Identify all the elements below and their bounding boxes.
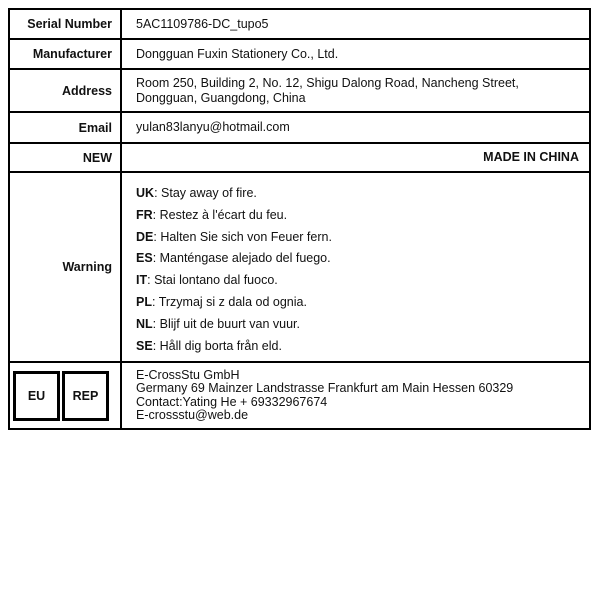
warning-line-uk (136, 183, 257, 205)
warning-line-es (136, 248, 331, 270)
row-eu-rep (10, 363, 589, 428)
lang-code: FR (136, 207, 153, 222)
separator: : (151, 294, 159, 309)
lang-code: SE (136, 338, 153, 353)
warning-text: Manténgase alejado del fuego. (159, 251, 331, 266)
eu-rep-company: E-CrossStu GmbH (136, 367, 240, 382)
warning-line-de (136, 227, 332, 249)
lang-code: ES (136, 251, 153, 266)
separator: : (152, 316, 160, 331)
warning-line-fr (136, 205, 287, 227)
warning-text: Stai lontano dal fuoco. (154, 273, 278, 288)
warning-line-se (136, 336, 282, 358)
eu-rep-contact: Contact:Yating He + 69332967674 (136, 394, 328, 409)
separator: : (154, 186, 162, 200)
lang-code: UK (136, 186, 155, 200)
manufacturer-value: Dongguan Fuxin Stationery Co., Ltd. (136, 46, 339, 61)
row-new-origin (10, 144, 589, 173)
serial-number-value: 5AC1109786-DC_tupo5 (136, 16, 269, 31)
lang-code: DE (136, 229, 154, 244)
row-serial-number (10, 10, 589, 40)
row-email (10, 113, 589, 144)
separator: : (147, 273, 155, 288)
row-warning (10, 173, 589, 363)
new-badge: NEW (10, 144, 122, 171)
email-label: Email (10, 113, 122, 142)
warning-text: Trzymaj si z dala od ognia. (158, 294, 307, 309)
manufacturer-label: Manufacturer (10, 40, 122, 68)
product-label-table (8, 8, 591, 430)
warning-text: Restez à l'écart du feu. (159, 207, 288, 222)
warning-text: Halten Sie sich von Feuer fern. (160, 229, 332, 244)
separator: : (153, 229, 161, 244)
lang-code: IT (136, 273, 148, 288)
eu-rep-email: E-crossstu@web.de (136, 407, 249, 422)
address-value: Room 250, Building 2, No. 12, Shigu Dalong Road, Nancheng Street, Dongguan, Guangdong, China (136, 75, 519, 105)
warning-label: Warning (10, 173, 122, 361)
eu-badge-box: EU (13, 371, 60, 421)
eu-rep-badge (10, 363, 122, 428)
serial-number-label: Serial Number (10, 10, 122, 38)
rep-badge-box: REP (62, 371, 109, 421)
warning-line-pl (136, 292, 307, 314)
made-in-china-text: MADE IN CHINA (483, 150, 579, 164)
email-value: yulan83lanyu@hotmail.com (136, 120, 290, 134)
warning-text: Blijf uit de buurt van vuur. (159, 316, 300, 331)
warning-line-it (136, 270, 278, 292)
separator: : (152, 207, 160, 222)
row-address (10, 70, 589, 113)
lang-code: NL (136, 316, 153, 331)
warning-lines (122, 173, 589, 361)
warning-text: Stay away of fire. (161, 186, 257, 200)
eu-rep-contact-block (122, 363, 589, 428)
row-manufacturer (10, 40, 589, 70)
eu-rep-address: Germany 69 Mainzer Landstrasse Frankfurt am Main Hessen 60329 (136, 381, 514, 396)
separator: : (152, 251, 160, 266)
warning-text: Håll dig borta från eld. (159, 338, 282, 353)
separator: : (152, 338, 160, 353)
address-label: Address (10, 70, 122, 111)
warning-line-nl (136, 314, 300, 336)
lang-code: PL (136, 294, 152, 309)
